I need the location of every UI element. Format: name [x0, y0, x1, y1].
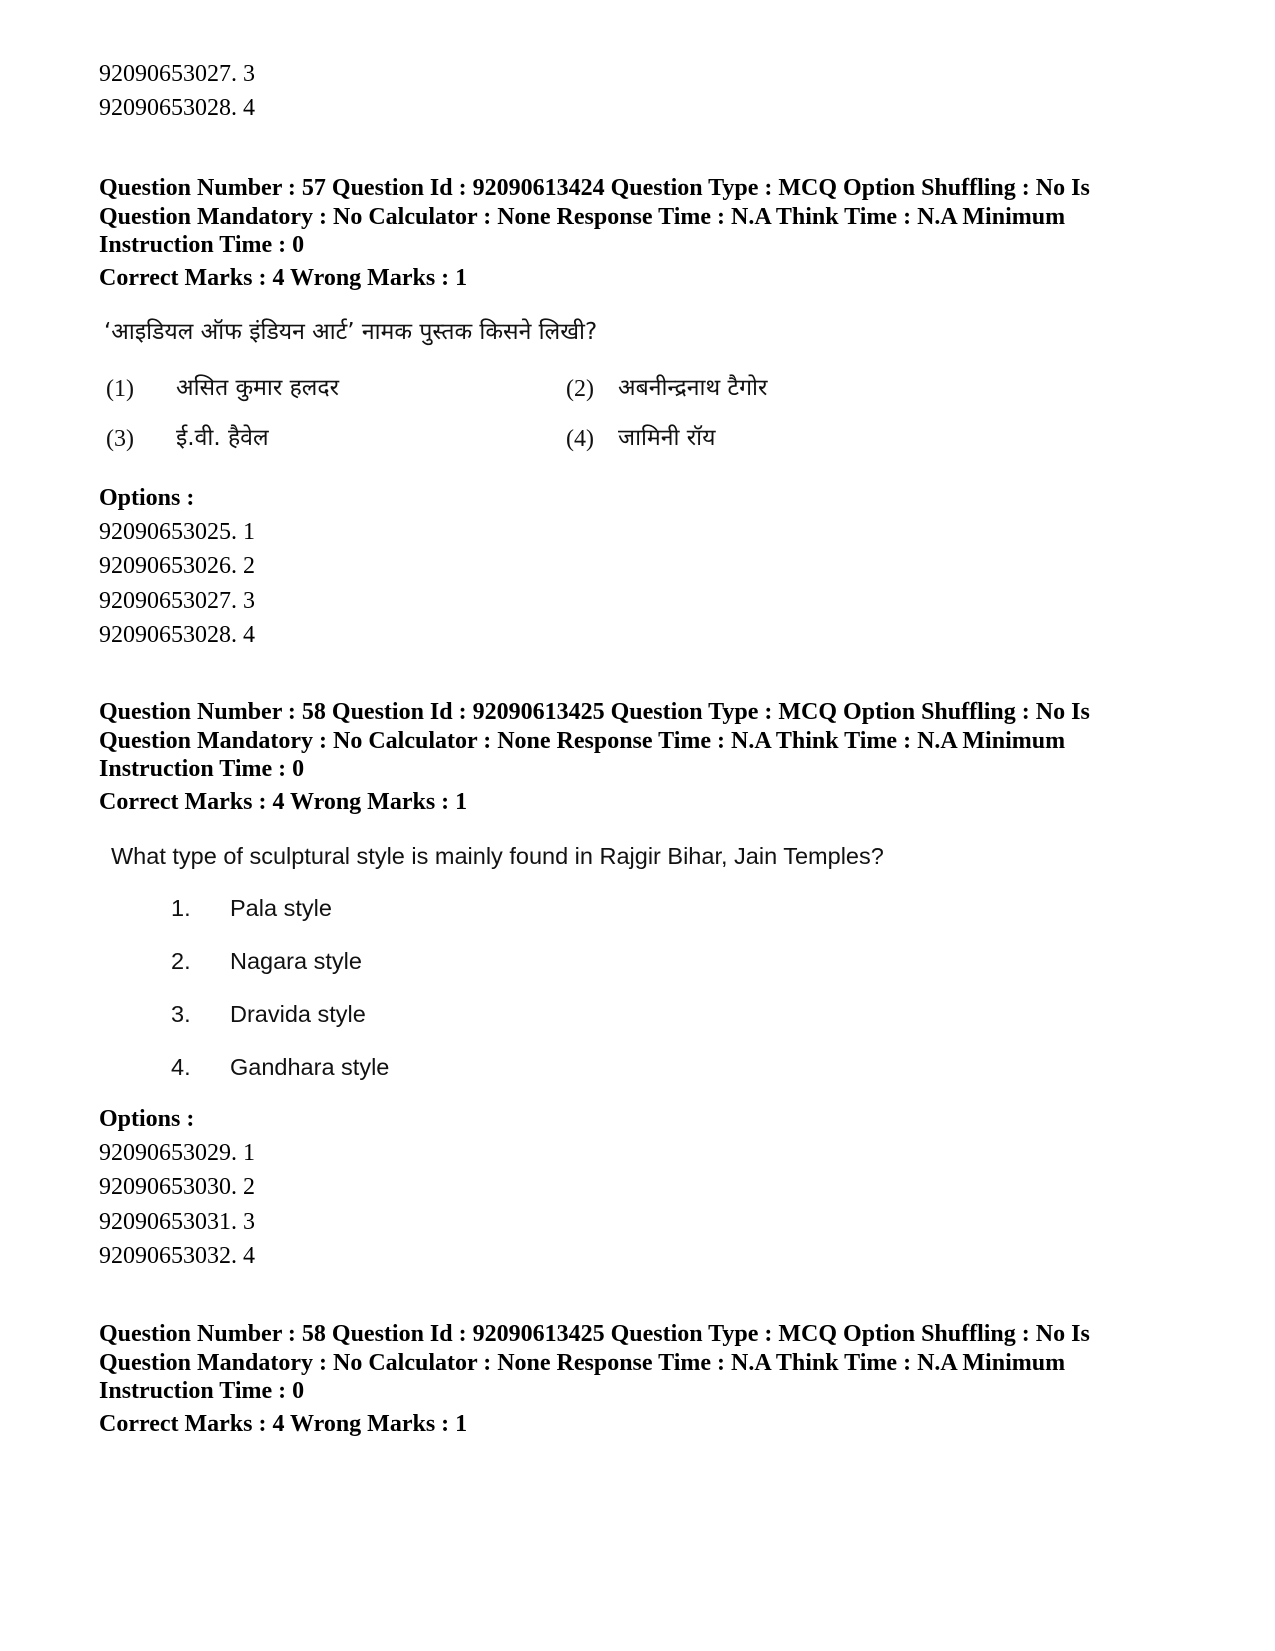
- option-line: 92090653025. 1: [99, 519, 255, 545]
- q58-repeat-header-line: Question Number : 58 Question Id : 92090613425 Question Type : MCQ Option Shuffling : No Is: [99, 1321, 1090, 1347]
- q58-header: [99, 698, 1159, 784]
- q58-choice-text: Pala style: [230, 895, 332, 921]
- q58-header-line: Question Number : 58 Question Id : 92090613425 Question Type : MCQ Option Shuffling : No Is: [99, 699, 1090, 725]
- option-line: 92090653030. 2: [99, 1174, 255, 1201]
- q58-choice-number: 3.: [171, 1001, 191, 1027]
- q57-header-line: Instruction Time : 0: [99, 232, 305, 258]
- q57-options-list: [99, 518, 255, 655]
- q58-header-line: Instruction Time : 0: [99, 756, 305, 782]
- q57-header-line: Question Number : 57 Question Id : 92090613424 Question Type : MCQ Option Shuffling : No Is: [99, 175, 1090, 201]
- q57-choice-text: ई.वी. हैवेल: [176, 425, 269, 451]
- q58-options-label: Options :: [99, 1106, 195, 1132]
- q57-choice-number: (3): [106, 426, 134, 452]
- q58-choice-number: 1.: [171, 895, 191, 921]
- q58-choice-number: 2.: [171, 948, 191, 974]
- q57-header-line: Question Mandatory : No Calculator : None Response Time : N.A Think Time : N.A Minimum: [99, 203, 1066, 230]
- q57-marks: Correct Marks : 4 Wrong Marks : 1: [99, 265, 468, 291]
- q58-repeat-header-line: Question Mandatory : No Calculator : None Response Time : N.A Think Time : N.A Minimum: [99, 1349, 1066, 1376]
- option-line: 92090653028. 4: [99, 95, 255, 121]
- q57-choice-number: (2): [566, 376, 594, 402]
- q57-options-label: Options :: [99, 485, 195, 511]
- q58-choice-text: Nagara style: [230, 948, 362, 974]
- q58-header-line: Question Mandatory : No Calculator : None Response Time : N.A Think Time : N.A Minimum: [99, 727, 1066, 754]
- q57-choice-number: (4): [566, 426, 594, 452]
- option-line: 92090653032. 4: [99, 1242, 255, 1269]
- option-line: 92090653026. 2: [99, 553, 255, 580]
- q57-question-text: ‘आइडियल ऑफ इंडियन आर्ट’ नामक पुस्तक किसने लिखी?: [104, 319, 598, 345]
- q57-header: [99, 174, 1159, 260]
- q57-choice-number: (1): [106, 376, 134, 402]
- option-line: 92090653031. 3: [99, 1208, 255, 1235]
- q58-question-text: What type of sculptural style is mainly found in Rajgir Bihar, Jain Temples?: [111, 843, 884, 869]
- q57-choice-text: अबनीन्द्रनाथ टैगोर: [618, 375, 768, 401]
- q58-repeat-header: [99, 1320, 1159, 1406]
- q58-choice-text: Dravida style: [230, 1001, 366, 1027]
- option-line: 92090653027. 3: [99, 587, 255, 614]
- q58-repeat-marks: Correct Marks : 4 Wrong Marks : 1: [99, 1411, 468, 1437]
- q57-choice-text: असित कुमार हलदर: [176, 375, 340, 401]
- q58-options-list: [99, 1139, 255, 1276]
- q57-choice-text: जामिनी रॉय: [618, 425, 716, 451]
- option-line: 92090653029. 1: [99, 1140, 255, 1166]
- q58-choice-number: 4.: [171, 1054, 191, 1080]
- q58-choice-text: Gandhara style: [230, 1054, 390, 1080]
- q58-marks: Correct Marks : 4 Wrong Marks : 1: [99, 789, 468, 815]
- q58-repeat-header-line: Instruction Time : 0: [99, 1378, 305, 1404]
- option-line: 92090653028. 4: [99, 621, 255, 648]
- option-line: 92090653027. 3: [99, 61, 255, 87]
